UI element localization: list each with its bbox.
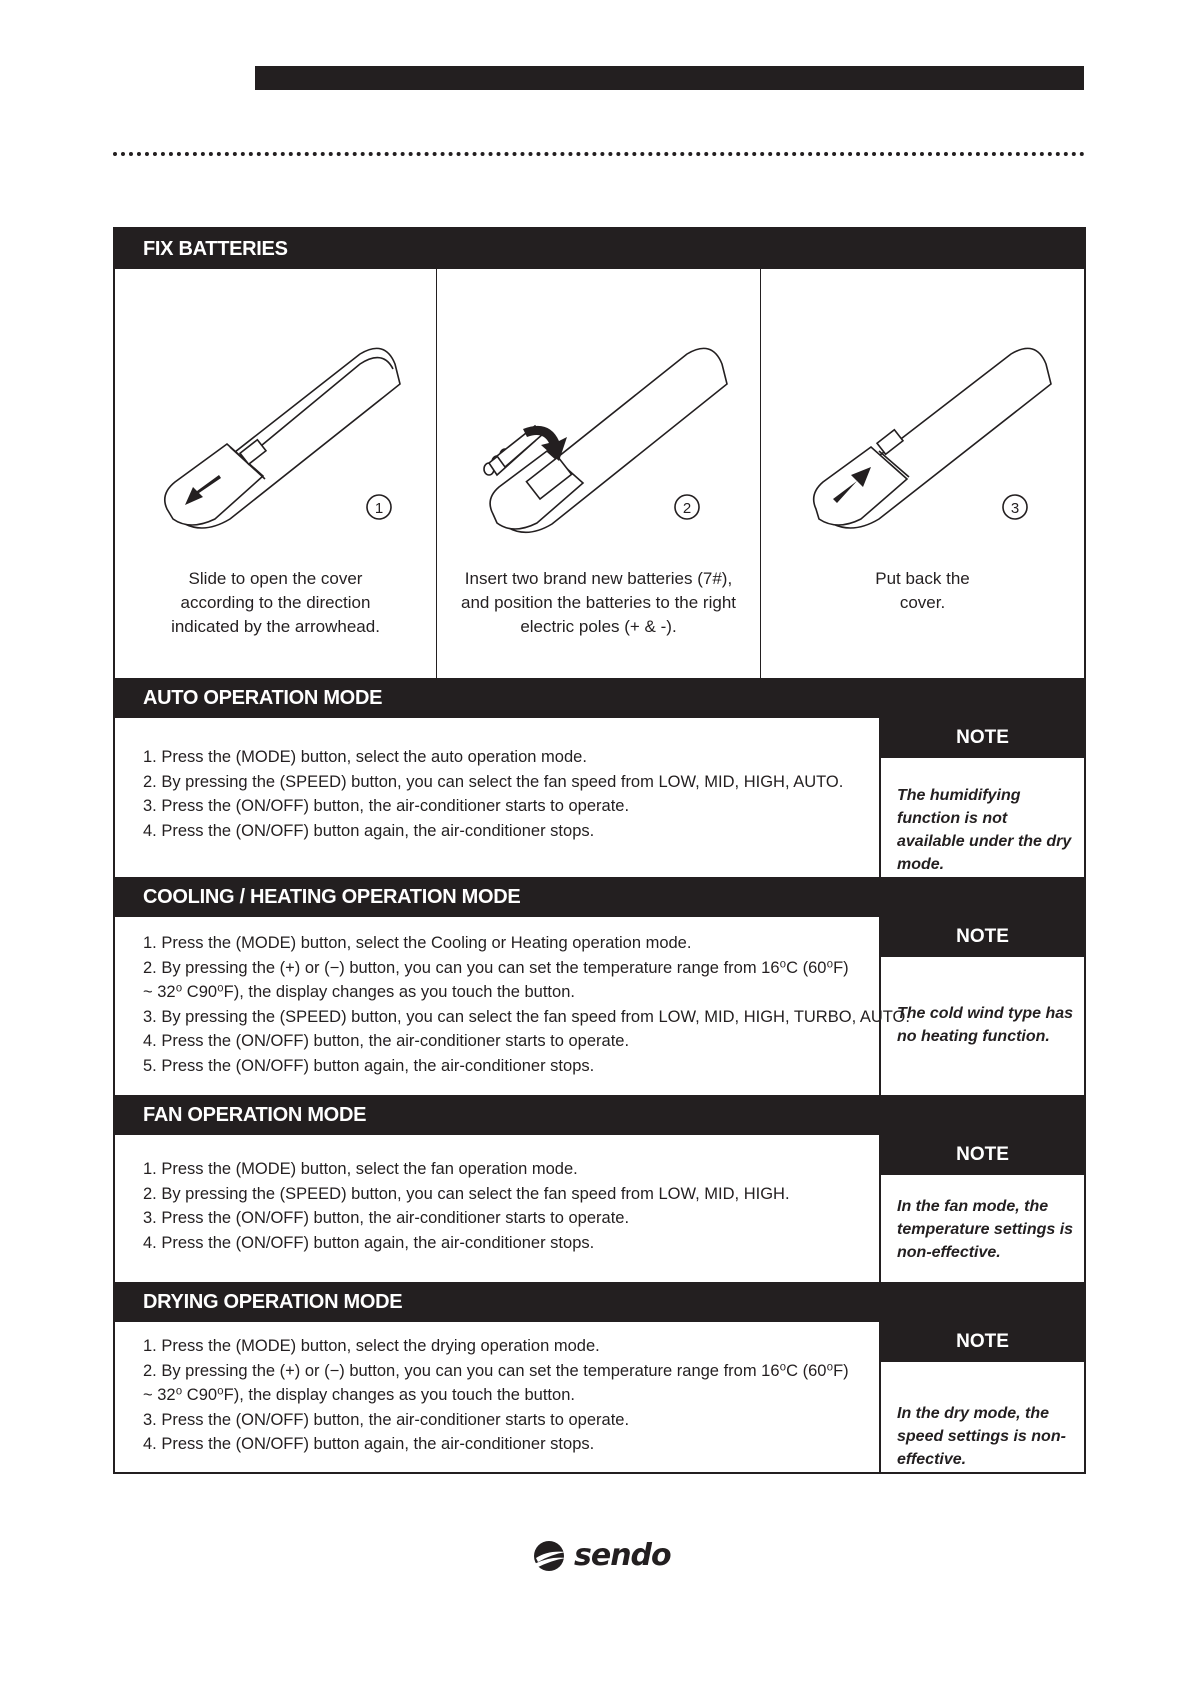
step-number-3: 3 (1010, 500, 1020, 517)
instruction-line: 4. Press the (ON/OFF) button again, the air-conditioner stops. (143, 1435, 595, 1453)
fan-body (115, 1135, 1084, 1282)
instruction-line: 2. By pressing the (SPEED) button, you can select the fan speed from LOW, MID, HIGH. (143, 1184, 790, 1203)
section-title-fix-batteries: FIX BATTERIES (115, 229, 1084, 269)
section-title-cooling-heating: COOLING / HEATING OPERATION MODE (115, 877, 1084, 917)
note-label: NOTE (881, 1135, 1084, 1175)
note-label: NOTE (881, 718, 1084, 758)
instruction-line: 2. By pressing the (+) or (−) button, you can you can set the temperature range from 16⁰C (60⁰F) ~ 32⁰ C90⁰F), the display changes as you touch the button. (143, 1361, 849, 1404)
instruction-line: 3. Press the (ON/OFF) button, the air-conditioner starts to operate. (143, 797, 630, 815)
battery-steps (115, 269, 1084, 678)
battery-step-2 (437, 269, 761, 678)
cooling-note (879, 917, 1084, 1095)
header-bar (255, 66, 1084, 90)
instruction-line: 1. Press the (MODE) button, select the drying operation mode. (143, 1337, 600, 1355)
instruction-line: 3. Press the (ON/OFF) button, the air-conditioner starts to operate. (143, 1209, 630, 1227)
fan-instructions (143, 1157, 873, 1255)
instruction-line: 1. Press the (MODE) button, select the auto operation mode. (143, 748, 587, 766)
instruction-line: 2. By pressing the (+) or (−) button, you can you can set the temperature range from 16⁰C (60⁰F) ~ 32⁰ C90⁰F), the display changes as you touch the button. (143, 958, 849, 1001)
sendo-logo-icon (532, 1540, 568, 1572)
instruction-line: 5. Press the (ON/OFF) button again, the air-conditioner stops. (143, 1056, 595, 1075)
auto-note (879, 718, 1084, 877)
instruction-line: 1. Press the (MODE) button, select the fan operation mode. (143, 1160, 578, 1178)
step-caption-1: Slide to open the cover according to the direction indicated by the arrowhead. (171, 569, 380, 636)
drying-instructions (143, 1334, 873, 1457)
remote-insert-batteries-icon (437, 269, 761, 559)
instruction-line: 3. By pressing the (SPEED) button, you can select the fan speed from LOW, MID, HIGH, TURBO, AUTO. (143, 1007, 910, 1026)
remote-open-cover-icon (115, 269, 435, 559)
brand-name: sendo (574, 1538, 671, 1573)
instructions-frame (113, 227, 1086, 1474)
drying-body (115, 1322, 1084, 1472)
instruction-line: 4. Press the (ON/OFF) button again, the air-conditioner stops. (143, 821, 595, 840)
instruction-line: 3. Press the (ON/OFF) button, the air-conditioner starts to operate. (143, 1410, 630, 1429)
section-title-fan: FAN OPERATION MODE (115, 1095, 1084, 1135)
note-label: NOTE (881, 1322, 1084, 1362)
note-text: The cold wind type has no heating function. (897, 1005, 1074, 1045)
instruction-line: 4. Press the (ON/OFF) button, the air-conditioner starts to operate. (143, 1032, 630, 1050)
step-number-1: 1 (374, 500, 384, 517)
instruction-line: 4. Press the (ON/OFF) button again, the air-conditioner stops. (143, 1233, 595, 1252)
remote-close-cover-icon (761, 269, 1084, 559)
drying-note (879, 1322, 1084, 1472)
battery-step-3 (761, 269, 1084, 678)
note-label: NOTE (881, 917, 1084, 957)
note-text: In the dry mode, the speed settings is non-effective. (897, 1405, 1066, 1468)
fan-note (879, 1135, 1084, 1282)
dotted-divider (113, 152, 1085, 156)
cooling-instructions (143, 931, 910, 1078)
step-caption-2: Insert two brand new batteries (7#), and position the batteries to the right electric poles (+ & -). (460, 569, 736, 636)
step-number-2: 2 (682, 500, 692, 517)
note-text: The humidifying function is not available under the dry mode. (897, 787, 1072, 873)
auto-instructions (143, 745, 873, 843)
section-title-auto: AUTO OPERATION MODE (115, 678, 1084, 718)
step-caption-3: Put back the cover. (875, 569, 970, 612)
auto-body (115, 718, 1084, 877)
battery-step-1 (115, 269, 437, 678)
note-text: In the fan mode, the temperature settings is non-effective. (897, 1198, 1074, 1261)
instruction-line: 2. By pressing the (SPEED) button, you can select the fan speed from LOW, MID, HIGH, AUTO. (143, 772, 844, 791)
brand-logo (532, 1538, 671, 1573)
section-title-drying: DRYING OPERATION MODE (115, 1282, 1084, 1322)
instruction-line: 1. Press the (MODE) button, select the Cooling or Heating operation mode. (143, 934, 692, 952)
cooling-body (115, 917, 1084, 1095)
